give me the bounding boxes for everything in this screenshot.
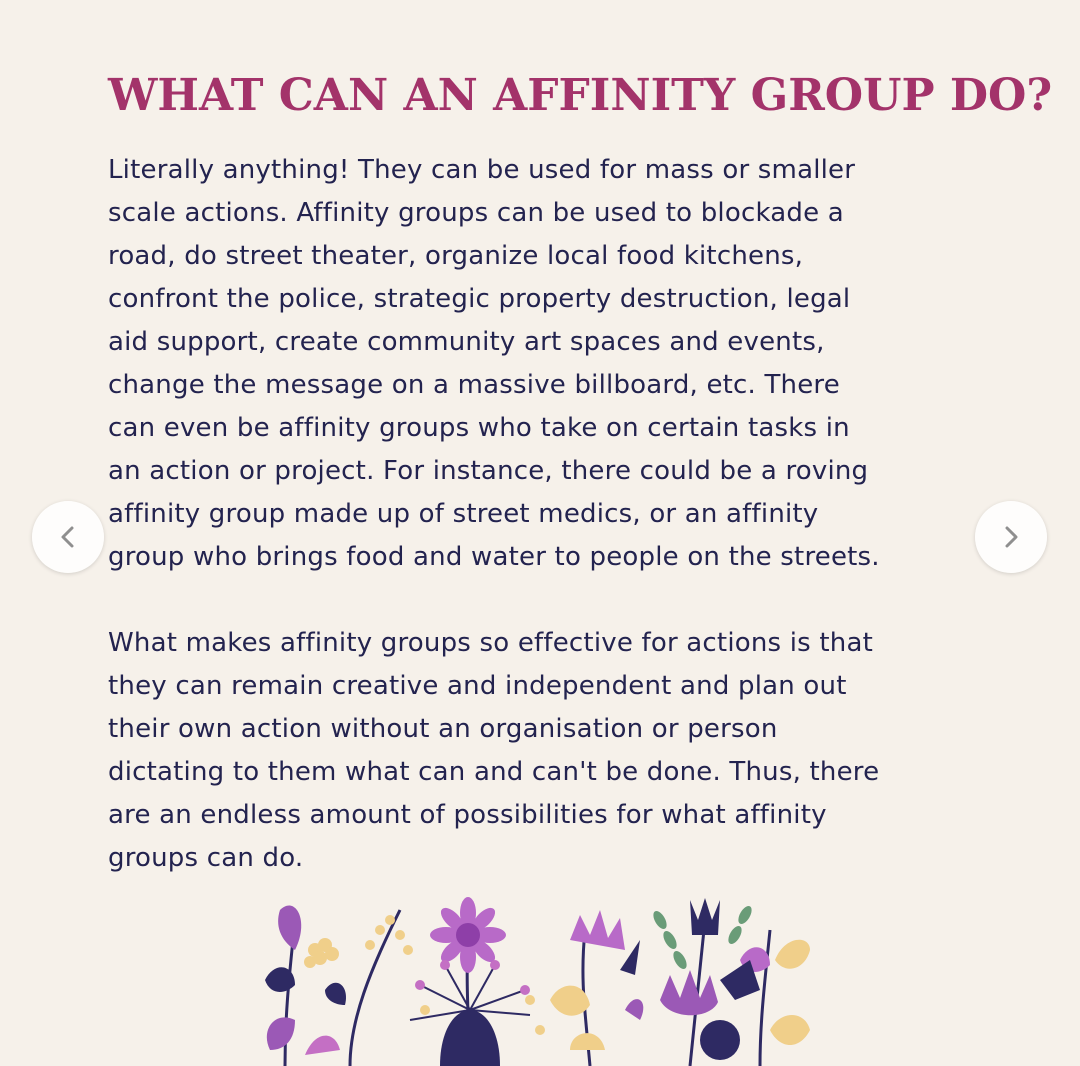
paragraph-line: they can remain creative and independent and plan out xyxy=(108,671,847,701)
paragraph-line: can even be affinity groups who take on certain tasks in xyxy=(108,413,850,443)
paragraph-line: groups can do. xyxy=(108,843,304,873)
chevron-left-icon xyxy=(53,522,83,552)
paragraph-line: road, do street theater, organize local food kitchens, xyxy=(108,241,804,271)
paragraph-line: dictating to them what can and can't be done. Thus, there xyxy=(108,757,880,787)
paragraph-line: an action or project. For instance, there could be a roving xyxy=(108,456,869,486)
paragraph-line: group who brings food and water to people on the streets. xyxy=(108,542,880,572)
paragraph-line: their own action without an organisation or person xyxy=(108,714,778,744)
paragraph-2 xyxy=(108,622,988,880)
paragraph-line: confront the police, strategic property destruction, legal xyxy=(108,284,851,314)
paragraph-line: What makes affinity groups so effective for actions is that xyxy=(108,628,873,658)
paragraph-line: change the message on a massive billboard, etc. There xyxy=(108,370,840,400)
paragraph-line: scale actions. Affinity groups can be used to blockade a xyxy=(108,198,844,228)
slide-title: WHAT CAN AN AFFINITY GROUP DO? xyxy=(108,70,1053,121)
chevron-right-icon xyxy=(996,522,1026,552)
paragraph-line: aid support, create community art spaces and events, xyxy=(108,327,825,357)
paragraph-line: affinity group made up of street medics, or an affinity xyxy=(108,499,819,529)
next-slide-button[interactable] xyxy=(975,501,1047,573)
paragraph-1 xyxy=(108,149,988,579)
previous-slide-button[interactable] xyxy=(32,501,104,573)
floral-illustration xyxy=(240,890,840,1066)
paragraph-line: Literally anything! They can be used for mass or smaller xyxy=(108,155,856,185)
paragraph-line: are an endless amount of possibilities for what affinity xyxy=(108,800,827,830)
